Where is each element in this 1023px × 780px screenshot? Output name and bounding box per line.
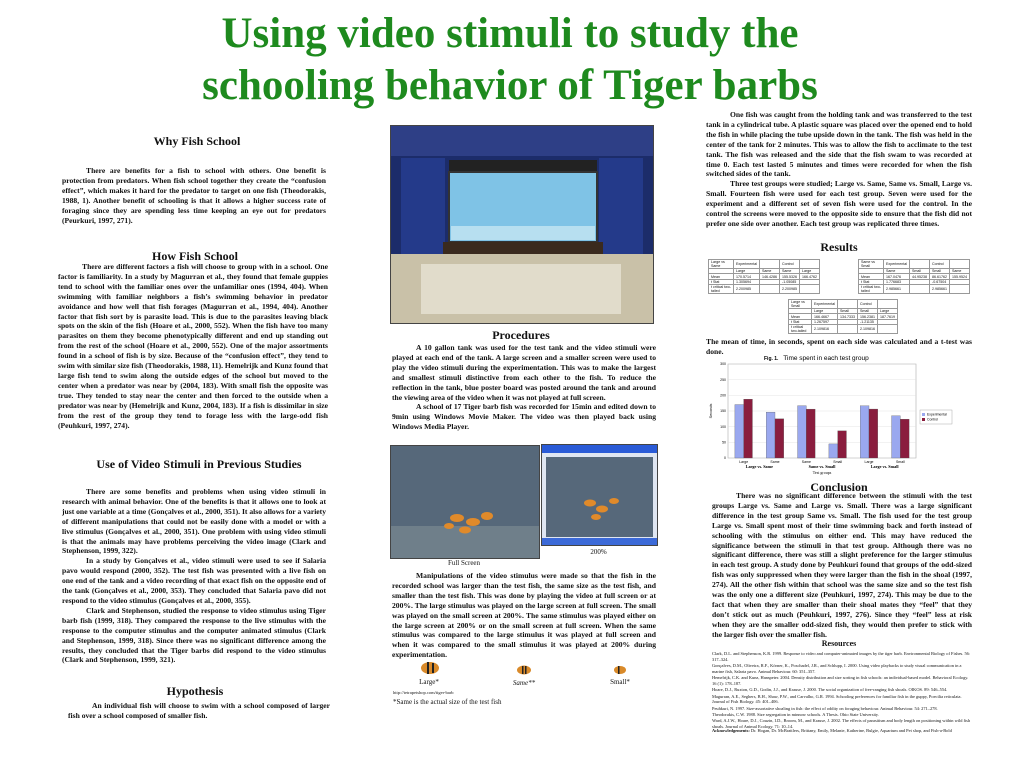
table-cell: 167.0476 <box>884 274 910 279</box>
table-cell: 155.5326 <box>780 274 800 279</box>
chart-bar <box>775 419 784 458</box>
table-cell: -1.21135 <box>858 319 878 324</box>
chart-y-tick-label: 50 <box>722 440 726 445</box>
results-paragraph: The mean of time, in seconds, spent on each side was calculated and a t-test was done. <box>706 337 972 356</box>
table-cell: 166.4762 <box>800 274 820 279</box>
table-cell: 134.7333 <box>838 314 858 319</box>
same-fish-image <box>516 663 532 675</box>
conclusion-paragraph: There was no significant difference between the stimuli with the test groups Large vs. Same and Large vs. Small. There was a large significant difference in the test group Same vs. Small. The fish used for the test group Large vs. Small spent most of their time swimming back and forth instead of schooling with the stimulus on either end. This may have reduced the significance between the stimuli in that test group. Although there was no significant difference, there was still a slight preference for the larger stimulus in each test group. A study done by Peuhkuri found that groups of the odd-sized fish was only suppressed when they were larger than the fish in the shoal (1997, 274). All the other fish within that school was the same size and so the test fish was the only one a different size (Peuhkuri, 1997, 274). This may be due to the fact that when they are smaller than their shoal mates they “feel” that they don’t stick out as much (Peuhkuri, 1997, 276). Since they “feel” less at risk when they are the smaller odd-sized fish, they would then prefer to stick with the larger fish over the smaller fish. <box>712 491 972 639</box>
references-list <box>712 651 972 730</box>
hypothesis-text <box>68 701 330 721</box>
chart-y-tick-label: 150 <box>720 409 726 414</box>
table-cell: t Stat <box>709 279 734 284</box>
chart-y-tick-label: 200 <box>720 393 726 398</box>
results-heading: Results <box>820 240 858 254</box>
chart-svg <box>706 354 972 478</box>
chart-bar <box>806 409 815 458</box>
chart-bar <box>892 416 901 458</box>
table-cell: Large vs Small <box>789 300 812 309</box>
hypothesis-paragraph: An individual fish will choose to swim with a school composed of larger fish over a school composed of smaller fish. <box>68 701 330 720</box>
table-cell: 2.109816 <box>812 325 838 334</box>
table-cell <box>950 260 970 269</box>
table-cell: Large <box>812 309 838 314</box>
chart-bar <box>735 405 744 458</box>
video-paragraph-2: In a study by Gonçalves et al., video stimuli were used to see if Salaria pavo would respond (2000, 352). The test fish was presented with a live fish on one end of the tank and a video recording of that exact fish on the opposite end of the tank (Gonçalves et al., 2000, 353). They concluded that Salaria pavo did not respond to the video stimulus (Gonçalves et al., 2000, 355). <box>62 556 326 605</box>
table-cell: 166.4667 <box>812 314 838 319</box>
full-screen-caption: Full Screen <box>447 559 481 567</box>
small-label: Small* <box>610 678 630 686</box>
table-cell: Mean <box>789 314 812 319</box>
table-row <box>789 325 898 334</box>
table-row <box>859 260 970 269</box>
table-cell: Small <box>910 269 930 274</box>
methods-paragraph-2: Three test groups were studied; Large vs. Same, Same vs. Small, Large vs. Small. Fourteen fish were used for each test group. Seven were used for the experiment and a different set of seven fish were used for the control. In the control the screens were moved to the opposite side to ensure that the fish did not prefer one side over another. Each test group was replicated three times. <box>706 179 972 228</box>
table-cell: 146.4286 <box>760 274 780 279</box>
table-cell <box>800 260 820 269</box>
manipulations-paragraph: Manipulations of the video stimulus were made so that the fish in the recorded school was larger than the test fish, the same size as the test fish, and smaller than the test fish. This was done by playing the video at full screen or at 200%. The large stimulus was played on the large screen at full screen. The small was played on the small screen at 200%. The same stimulus was played either on the large screen at 200% or on the small screen at full screen. When the same stimulus was compared to the large stimulus it was played at full screen and when it was compared to the small stimulus it was played at 200% during experimentation. <box>392 571 656 660</box>
chart-bar <box>829 444 838 458</box>
chart-bar <box>798 406 807 458</box>
reference-item: Gonçalves, D.M., Oliveira, R.F., Körner, K., Poschadel, J.R., and Schlupp, I. 2000. Using video playbacks to study visual communication in a marine fish, Salaria pavo. Animal Behaviour. 60: 351–357. <box>712 663 962 674</box>
reference-item: Clark, D.L. and Stephenson, K.R. 1999. Response to video and computer-animated images by the tiger barb. Environmental Biology of Fishes. 56: 317–324. <box>712 651 971 662</box>
title-line-1: Using video stimuli to study the <box>221 10 799 57</box>
table-cell: 1.267597 <box>812 319 838 324</box>
chart-title: Time spent in each test group <box>783 355 869 362</box>
table-cell: 2.200985 <box>780 285 800 294</box>
video-stimuli-text <box>62 487 326 665</box>
table-cell <box>878 325 898 334</box>
chart-y-tick-label: 250 <box>720 377 726 382</box>
acknowledgements-label: Acknowledgements: <box>712 728 750 733</box>
table-cell: Same <box>760 269 780 274</box>
chart-bar <box>900 419 909 458</box>
conclusion-heading: Conclusion <box>810 480 868 494</box>
why-heading: Why Fish School <box>153 134 241 148</box>
table-cell: 2.985661 <box>884 285 910 294</box>
chart-y-axis-label: Seconds <box>709 403 713 419</box>
table-cell <box>838 325 858 334</box>
table-cell: 156.2381 <box>858 314 878 319</box>
table-cell: Large <box>878 309 898 314</box>
two-hundred-percent-photo <box>541 444 658 546</box>
methods-paragraph-1: One fish was caught from the holding tank and was transferred to the test tank in a cylindrical tube. A plastic square was placed over the opened end to hold the fish in while placing the tube upside down in the tank. The fish was held in the center of the tank for 2 minutes. This was to allow the fish to acclimate to the test tank. The fish was released and the side that the fish swam to was recorded at time 0. Each test lasted 5 minutes and times were recorded for when the fish switched sides of the tank. <box>706 110 972 179</box>
table-cell <box>910 285 930 294</box>
chart-y-tick-label: 100 <box>720 424 726 429</box>
table-cell: t Stat <box>859 279 884 284</box>
results-chart <box>706 354 972 478</box>
table-cell <box>760 285 780 294</box>
image-source-url: http://tetrapetshop.com/tiger-barb <box>393 690 454 695</box>
chart-legend-swatch <box>922 418 925 421</box>
chart-bar <box>869 409 878 458</box>
title-line-2: schooling behavior of Tiger barbs <box>202 62 818 109</box>
chart-legend-swatch <box>922 413 925 416</box>
table-cell: 170.5714 <box>734 274 760 279</box>
table-cell: t critical two-tailed <box>859 285 884 294</box>
chart-x-tick-label: Large <box>864 460 874 464</box>
chart-x-axis-label: Test groups <box>812 470 832 475</box>
results-table <box>858 259 970 294</box>
procedures-paragraph-1: A 10 gallon tank was used for the test tank and the video stimuli were played at each end of the tank. A large screen and a smaller screen were used to play the video stimuli during the experimentation. This was to make the largest and smallest stimuli distinctive from each other to the fish. To reduce the reflection in the tank, blue poster board was posted around the tank and around the viewing area of the video when it was not played at full screen. <box>392 343 656 402</box>
table-cell: 187.7619 <box>878 314 898 319</box>
same-size-note: *Same is the actual size of the test fish <box>393 698 502 706</box>
table-cell: Small <box>930 269 950 274</box>
chart-legend-label: Control <box>927 417 938 422</box>
small-fish-image <box>612 663 628 675</box>
table-cell: Experimental <box>812 300 838 309</box>
table-cell: t critical two-tailed <box>709 285 734 294</box>
procedures-paragraph-2: A school of 17 Tiger barb fish was recorded for 15min and edited down to 9min using Windows Movie Maker. The video was then played back using Windows Media Player. <box>392 402 656 432</box>
procedures-heading: Procedures <box>492 328 550 342</box>
chart-legend-label: Experimental <box>927 412 947 417</box>
table-cell: Large <box>800 269 820 274</box>
table-cell <box>910 260 930 269</box>
table-cell <box>950 285 970 294</box>
reference-item: Hemelrijk, C.K. and Kunz, Hanspeter. 2004. Density distribution and size sorting in fish schools: an individual-based model. Behavioral Ecology. 16 (1): 178–187. <box>712 675 969 686</box>
acknowledgements-text: Dr. Hogan, Dr. McBrattlers, Brittany, Emily, Melanie, Katherine, Bulgie, Aquarium and Pet shop, and Fish-a-Bold <box>750 728 952 733</box>
table-cell: 44.95238 <box>910 274 930 279</box>
chart-fig-label: Fig. 1. <box>764 356 779 362</box>
chart-group-label: Same vs. Small <box>808 464 836 469</box>
chart-x-tick-label: Small <box>895 460 905 464</box>
conclusion-text <box>712 491 972 640</box>
chart-y-tick-label: 0 <box>724 456 726 461</box>
chart-group-label: Large vs. Same <box>745 464 774 469</box>
table-cell: 155.9524 <box>950 274 970 279</box>
how-paragraph: There are different factors a fish will choose to group with in a school. One factor is familiarity. In a study by Magurran et al., they found that female guppies tend to school with the familiar ones over the unfamiliar ones (1994, 404). When swimming with familiar neighbors a fish’s swimming behavior in predator avoidance and how well that fish forages (Magurran et al., 1994, 404). Another factor that fish sort by is parasite load. This is due to the parasites leaving black spots on the skin of the fish (Hoare et al., 2000, 552). When the fish have too many parasites on them they become phenotypically different and end up standing out from the rest of the school (Hoare et al., 2000, 552). One of the major assortments found in a school of fish is by size. Because of the “confusion effect”, they tend to swim with similar size fish (Theodorakis, 1988, 11). Hemelrijk and Kunz found that large fish tend to swim along the outside edges of the school but moved to the center when a predator was near by (2004, 183). With small fish the opposite was true. They tended to stay near the center and then forced to the outside when a predator was near by (Hemelrijk and Kunz, 2004, 183). If a fish is dissimilar in size from the rest of the group they tend to forage less with the large-odd fish (Peuhkuri, 1997, 274). <box>58 262 328 430</box>
manipulations-text <box>392 571 656 660</box>
table-cell: Small <box>838 309 858 314</box>
video-paragraph-1: There are some benefits and problems when using video stimuli in research with animal behavior. One of the benefits is that it allows one to look at just one variable at a time (Gonçalves et al., 2000, 351). It also allows for a variety of different manipulations that could not be easily done with a model or with a live stimulus (Gonçalves et al., 2000, 351). One problem with using video stimuli is that the animals may have problems perceiving the video image (Clark and Stephenson, 1999, 322). <box>62 487 326 556</box>
procedures-text <box>392 343 656 432</box>
resources-heading: Resources <box>821 639 857 648</box>
large-label: Large* <box>419 678 439 686</box>
reference-item: Hoare, D.J., Ruxton, G.D., Godin, J.J., and Krause, J. 2000. The social organization of free-ranging fish shoals. OIKOS. 89: 546–554. <box>712 687 948 693</box>
table-cell <box>760 260 780 269</box>
poster-title <box>120 8 900 112</box>
table-cell: t critical two-tailed <box>789 325 812 334</box>
table-cell: Control <box>780 260 800 269</box>
why-text <box>62 166 326 225</box>
table-cell: 2.200985 <box>734 285 760 294</box>
why-paragraph: There are benefits for a fish to school with others. One benefit is protection from predators. When fish school together they create the “confusion effect”, which makes it hard for the predator to target on one fish (Theodorakis, 1988, 1). Another benefit of schooling is that it allows a higher success rate of foraging since they are spending less time keeping an eye out for predators (Peurkuri, 1997, 271). <box>62 166 326 225</box>
methods-text <box>706 110 972 229</box>
table-cell: 2.109816 <box>858 325 878 334</box>
table-cell: 86.61762 <box>930 274 950 279</box>
reference-item: Magurran, A.E., Seghers, B.H., Shaw, P.W., and Carvalho, G.R. 1994. Schooling preferences for familiar fish in the guppy, Poecilia reticulata. Journal of Fish Biology. 45: 401–406. <box>712 693 962 705</box>
table-cell: Same <box>884 269 910 274</box>
table-cell <box>800 285 820 294</box>
how-text <box>58 262 328 430</box>
table-cell <box>838 300 858 309</box>
table-cell: Large <box>734 269 760 274</box>
table-cell: Same <box>950 269 970 274</box>
chart-bar <box>860 406 869 458</box>
chart-bar <box>838 431 847 458</box>
table-cell: Small <box>858 309 878 314</box>
large-fish-image <box>420 660 440 676</box>
chart-x-tick-label: Same <box>770 460 780 464</box>
chart-bar <box>766 412 775 458</box>
table-cell: 1.776683 <box>884 279 910 284</box>
table-cell: Same <box>780 269 800 274</box>
table-cell: -0.67504 <box>930 279 950 284</box>
table-cell: 1.305694 <box>734 279 760 284</box>
table-row <box>789 300 898 309</box>
table-cell: Control <box>858 300 878 309</box>
reference-item: Peuhkuri, N. 1997. Size-assortative shoaling in fish: the effect of oddity on foraging behaviour. Animal Behaviour. 54: 271–278. <box>712 705 938 711</box>
table-cell: Mean <box>709 274 734 279</box>
reference-item: Theodorakis, C.W. 1988. Size segregation in minnow schools. A Thesis. Ohio State University. <box>712 711 879 717</box>
chart-group-label: Large vs. Small <box>870 464 899 469</box>
two-hundred-percent-caption: 200% <box>590 548 607 556</box>
chart-x-tick-label: Same <box>801 460 811 464</box>
table-row <box>859 285 970 294</box>
hypothesis-heading: Hypothesis <box>166 684 224 698</box>
table-cell: Same vs Small <box>859 260 884 269</box>
chart-bar <box>744 399 753 458</box>
table-row <box>709 285 820 294</box>
full-screen-photo <box>390 445 540 559</box>
chart-y-tick-label: 300 <box>720 362 726 367</box>
table-cell: Experimental <box>734 260 760 269</box>
reference-item: Ward, A.J.W., Hoare, D.J., Couzin, I.D., Broom, M., and Krause, J. 2002. The effects of parasitism and body length on positioning within wild fish shoals. Journal of Animal Ecology. 71: 10–14. <box>712 718 971 730</box>
table-cell: 2.985661 <box>930 285 950 294</box>
table-cell <box>878 300 898 309</box>
table-cell: t Stat <box>789 319 812 324</box>
table-cell: Large vs Same <box>709 260 734 269</box>
table-cell: Control <box>930 260 950 269</box>
acknowledgements <box>712 728 974 733</box>
same-label: Same** <box>512 679 536 687</box>
chart-x-tick-label: Large <box>739 460 749 464</box>
video-stimuli-heading: Use of Video Stimuli in Previous Studies <box>96 457 302 471</box>
chart-x-tick-label: Small <box>833 460 843 464</box>
table-cell: Mean <box>859 274 884 279</box>
how-heading: How Fish School <box>151 249 238 263</box>
video-paragraph-3: Clark and Stephenson, studied the response to video stimulus using Tiger barb fish (1999, 318). They compared the response to the live stimulus with the response to the computer stimulus and the computer animated stimulus (Clark and Stephenson, 1999, 318). Since there was no significant difference among the results, they concluded that the Tiger barbs did respond to the video stimulus (Clark and Stephenson, 1999, 321). <box>62 605 326 665</box>
results-table <box>788 299 898 334</box>
table-cell: -1.05085 <box>780 279 800 284</box>
table-cell: Experimental <box>884 260 910 269</box>
results-table <box>708 259 820 294</box>
tank-photo <box>390 125 654 324</box>
table-row <box>709 260 820 269</box>
